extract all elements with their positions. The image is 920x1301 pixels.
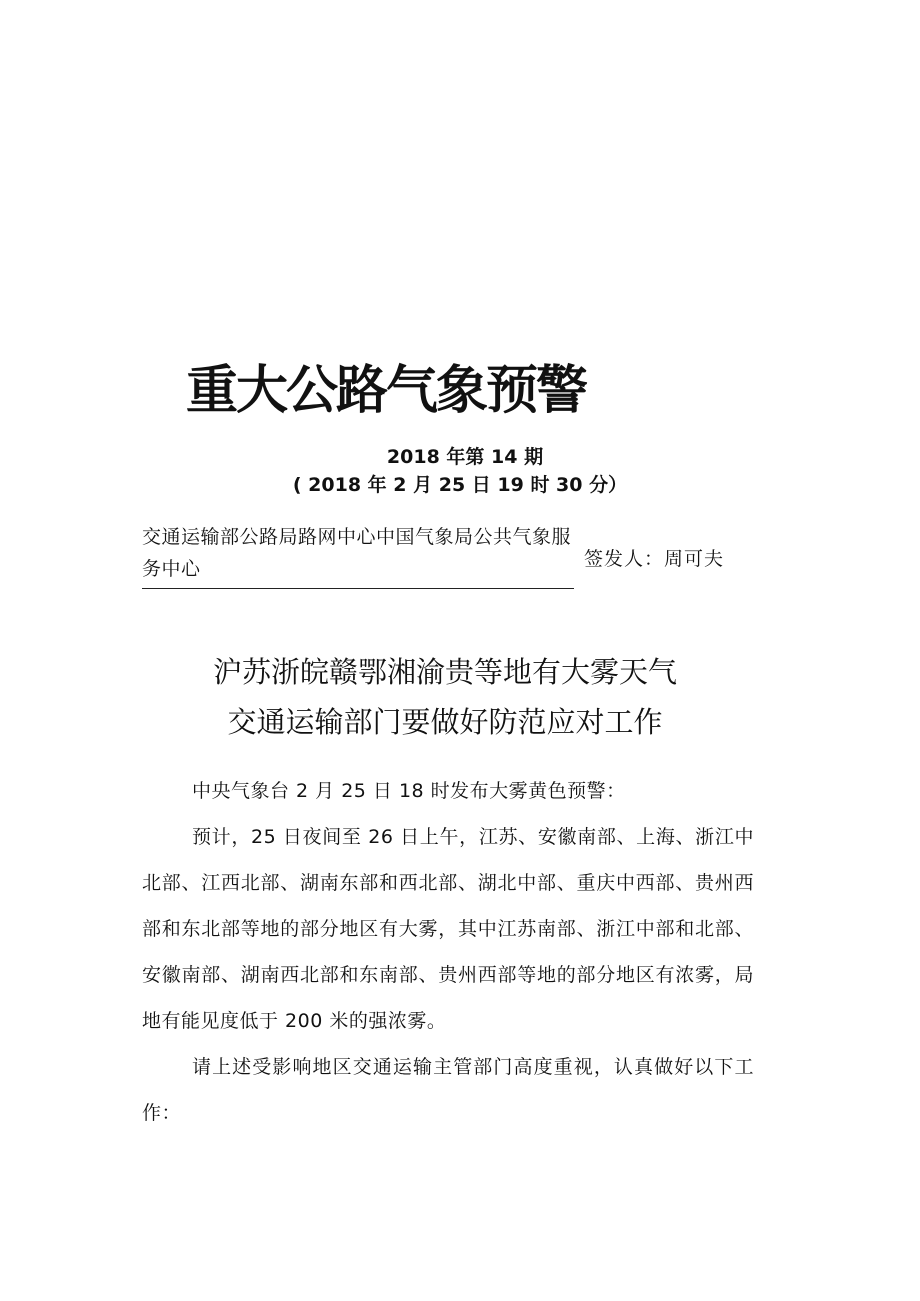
signer: 签发人：周可夫 [584,548,725,570]
document-title: 重大公路气象预警 [186,361,587,421]
paragraph-instruction: 请上述受影响地区交通运输主管部门高度重视，认真做好以下工作： [142,1056,754,1124]
issue-number: 2018 年第 14 期 [386,446,544,468]
paragraph-warning-intro: 中央气象台 2 月 25 日 18 时发布大雾黄色预警： [192,780,626,802]
headline-line-1: 沪苏浙皖赣鄂湘渝贵等地有大雾天气 [212,655,677,689]
issuer-divider [142,588,574,589]
headline-line-2: 交通运输部门要做好防范应对工作 [227,705,663,739]
paragraph-forecast: 预计，25 日夜间至 26 日上午，江苏、安徽南部、上海、浙江中北部、江西北部、湖南东部和西北部、湖北中部、重庆中西部、贵州西部和东北部等地的部分地区有大雾，其中江苏南部、浙江中部和北部、安徽南部、湖南西北部和东南部、贵州西部等地的部分地区有浓雾，局地有能见度低于 200 米的强浓雾。 [142,826,754,1032]
issuer-organization: 交通运输部公路局路网中心中国气象局公共气象服务中心 [142,526,572,580]
issue-time: ( 2018 年 2 月 25 日 19 时 30 分） [292,474,628,496]
